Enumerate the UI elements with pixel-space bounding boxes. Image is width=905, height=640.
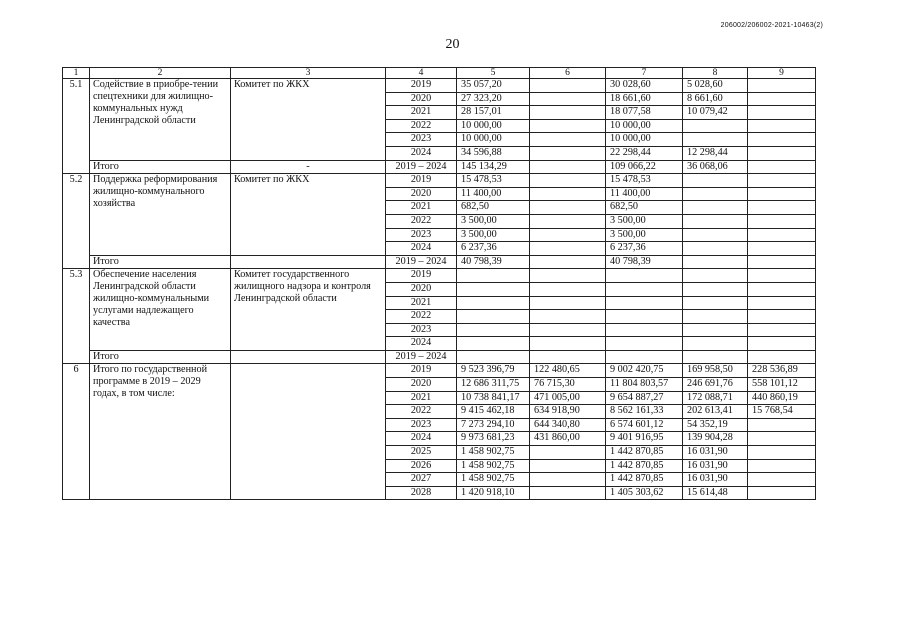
total-period: 2019 – 2024: [386, 350, 457, 364]
total-executor: [231, 255, 386, 269]
regional-amount-cell: 6 574 601,12: [606, 418, 683, 432]
other-amount-cell: [748, 459, 816, 473]
section-name: Обеспечение населения Ленинградской области жилищно-коммунальными услугами надлежащего качества: [90, 269, 231, 351]
regional-amount-cell: [606, 296, 683, 310]
local-amount-cell: 169 958,50: [683, 364, 748, 378]
other-amount-cell: 440 860,19: [748, 391, 816, 405]
other-amount-cell: [748, 323, 816, 337]
total-amount-cell: [457, 310, 530, 324]
regional-amount-cell: 18 077,58: [606, 106, 683, 120]
other-amount-cell: [748, 486, 816, 500]
local-amount-cell: 5 028,60: [683, 79, 748, 93]
other-amount-cell: [748, 201, 816, 215]
regional-amount-cell: 22 298,44: [606, 146, 683, 160]
regional-amount-cell: [606, 337, 683, 351]
regional-amount-cell: 40 798,39: [606, 255, 683, 269]
federal-amount-cell: [530, 255, 606, 269]
column-header-8: 8: [683, 68, 748, 79]
year-cell: 2021: [386, 201, 457, 215]
year-cell: 2026: [386, 459, 457, 473]
table-row: [63, 364, 816, 378]
federal-amount-cell: [530, 160, 606, 174]
other-amount-cell: [748, 242, 816, 256]
local-amount-cell: 54 352,19: [683, 418, 748, 432]
regional-amount-cell: 11 804 803,57: [606, 378, 683, 392]
total-executor: -: [231, 160, 386, 174]
total-amount-cell: 9 415 462,18: [457, 405, 530, 419]
table-row: [63, 174, 816, 188]
year-cell: 2021: [386, 296, 457, 310]
regional-amount-cell: 3 500,00: [606, 228, 683, 242]
regional-amount-cell: 109 066,22: [606, 160, 683, 174]
section-number: 5.2: [63, 174, 90, 269]
year-cell: 2027: [386, 473, 457, 487]
other-amount-cell: [748, 296, 816, 310]
other-amount-cell: [748, 228, 816, 242]
year-cell: 2023: [386, 323, 457, 337]
total-amount-cell: 12 686 311,75: [457, 378, 530, 392]
section-name: Поддержка реформирования жилищно-коммунального хозяйства: [90, 174, 231, 256]
local-amount-cell: [683, 174, 748, 188]
total-amount-cell: 9 523 396,79: [457, 364, 530, 378]
other-amount-cell: 228 536,89: [748, 364, 816, 378]
federal-amount-cell: [530, 459, 606, 473]
total-label: Итого: [90, 255, 231, 269]
column-header-3: 3: [231, 68, 386, 79]
local-amount-cell: 12 298,44: [683, 146, 748, 160]
federal-amount-cell: 634 918,90: [530, 405, 606, 419]
local-amount-cell: [683, 133, 748, 147]
federal-amount-cell: [530, 473, 606, 487]
year-cell: 2022: [386, 310, 457, 324]
local-amount-cell: 16 031,90: [683, 473, 748, 487]
federal-amount-cell: [530, 296, 606, 310]
local-amount-cell: [683, 350, 748, 364]
federal-amount-cell: [530, 486, 606, 500]
local-amount-cell: 16 031,90: [683, 459, 748, 473]
regional-amount-cell: 30 028,60: [606, 79, 683, 93]
column-header-2: 2: [90, 68, 231, 79]
other-amount-cell: [748, 269, 816, 283]
local-amount-cell: [683, 187, 748, 201]
other-amount-cell: [748, 432, 816, 446]
total-amount-cell: [457, 269, 530, 283]
total-amount-cell: 9 973 681,23: [457, 432, 530, 446]
other-amount-cell: [748, 337, 816, 351]
regional-amount-cell: 18 661,60: [606, 92, 683, 106]
year-cell: 2023: [386, 228, 457, 242]
federal-amount-cell: [530, 323, 606, 337]
total-amount-cell: 10 738 841,17: [457, 391, 530, 405]
section-number: 5.3: [63, 269, 90, 364]
federal-amount-cell: 431 860,00: [530, 432, 606, 446]
federal-amount-cell: [530, 106, 606, 120]
total-amount-cell: [457, 323, 530, 337]
total-row: [63, 350, 816, 364]
federal-amount-cell: 644 340,80: [530, 418, 606, 432]
regional-amount-cell: [606, 323, 683, 337]
total-amount-cell: 145 134,29: [457, 160, 530, 174]
total-amount-cell: 1 458 902,75: [457, 459, 530, 473]
federal-amount-cell: [530, 446, 606, 460]
total-amount-cell: 1 458 902,75: [457, 473, 530, 487]
year-cell: 2023: [386, 418, 457, 432]
other-amount-cell: [748, 418, 816, 432]
regional-amount-cell: 9 654 887,27: [606, 391, 683, 405]
other-amount-cell: [748, 446, 816, 460]
section-name: Содействие в приобре-тении спецтехники для жилищно-коммунальных нужд Ленинградской области: [90, 79, 231, 161]
other-amount-cell: [748, 174, 816, 188]
other-amount-cell: [748, 92, 816, 106]
section-number: 6: [63, 364, 90, 500]
local-amount-cell: [683, 282, 748, 296]
section-number: 5.1: [63, 79, 90, 174]
year-cell: 2022: [386, 214, 457, 228]
federal-amount-cell: [530, 242, 606, 256]
total-amount-cell: 40 798,39: [457, 255, 530, 269]
total-amount-cell: 1 458 902,75: [457, 446, 530, 460]
total-amount-cell: [457, 337, 530, 351]
year-cell: 2020: [386, 378, 457, 392]
column-header-9: 9: [748, 68, 816, 79]
total-amount-cell: 3 500,00: [457, 228, 530, 242]
other-amount-cell: [748, 473, 816, 487]
total-amount-cell: 11 400,00: [457, 187, 530, 201]
total-amount-cell: 7 273 294,10: [457, 418, 530, 432]
year-cell: 2024: [386, 337, 457, 351]
regional-amount-cell: [606, 310, 683, 324]
local-amount-cell: 16 031,90: [683, 446, 748, 460]
year-cell: 2023: [386, 133, 457, 147]
local-amount-cell: 246 691,76: [683, 378, 748, 392]
local-amount-cell: [683, 214, 748, 228]
year-cell: 2019: [386, 174, 457, 188]
column-header-1: 1: [63, 68, 90, 79]
section-executor: Комитет по ЖКХ: [231, 174, 386, 256]
regional-amount-cell: 10 000,00: [606, 133, 683, 147]
regional-amount-cell: 1 405 303,62: [606, 486, 683, 500]
local-amount-cell: 202 613,41: [683, 405, 748, 419]
other-amount-cell: 558 101,12: [748, 378, 816, 392]
year-cell: 2019: [386, 364, 457, 378]
total-period: 2019 – 2024: [386, 160, 457, 174]
column-header-4: 4: [386, 68, 457, 79]
federal-amount-cell: [530, 119, 606, 133]
total-executor: [231, 350, 386, 364]
total-amount-cell: 3 500,00: [457, 214, 530, 228]
total-amount-cell: 28 157,01: [457, 106, 530, 120]
regional-amount-cell: 682,50: [606, 201, 683, 215]
local-amount-cell: [683, 310, 748, 324]
column-header-5: 5: [457, 68, 530, 79]
year-cell: 2024: [386, 432, 457, 446]
federal-amount-cell: [530, 146, 606, 160]
federal-amount-cell: [530, 337, 606, 351]
total-amount-cell: [457, 350, 530, 364]
regional-amount-cell: 3 500,00: [606, 214, 683, 228]
total-amount-cell: 15 478,53: [457, 174, 530, 188]
regional-amount-cell: 9 002 420,75: [606, 364, 683, 378]
other-amount-cell: [748, 79, 816, 93]
local-amount-cell: [683, 296, 748, 310]
federal-amount-cell: [530, 282, 606, 296]
total-row: [63, 255, 816, 269]
federal-amount-cell: [530, 350, 606, 364]
total-row: [63, 160, 816, 174]
federal-amount-cell: [530, 214, 606, 228]
year-cell: 2021: [386, 391, 457, 405]
total-amount-cell: 34 596,88: [457, 146, 530, 160]
regional-amount-cell: 6 237,36: [606, 242, 683, 256]
year-cell: 2019: [386, 79, 457, 93]
total-amount-cell: 10 000,00: [457, 119, 530, 133]
budget-table: [62, 67, 816, 500]
regional-amount-cell: 10 000,00: [606, 119, 683, 133]
regional-amount-cell: [606, 282, 683, 296]
year-cell: 2025: [386, 446, 457, 460]
regional-amount-cell: 8 562 161,33: [606, 405, 683, 419]
total-period: 2019 – 2024: [386, 255, 457, 269]
other-amount-cell: [748, 106, 816, 120]
regional-amount-cell: 1 442 870,85: [606, 459, 683, 473]
local-amount-cell: 8 661,60: [683, 92, 748, 106]
total-amount-cell: 27 323,20: [457, 92, 530, 106]
other-amount-cell: [748, 282, 816, 296]
local-amount-cell: [683, 228, 748, 242]
total-amount-cell: 6 237,36: [457, 242, 530, 256]
federal-amount-cell: 122 480,65: [530, 364, 606, 378]
local-amount-cell: 172 088,71: [683, 391, 748, 405]
total-amount-cell: 1 420 918,10: [457, 486, 530, 500]
column-header-7: 7: [606, 68, 683, 79]
local-amount-cell: 10 079,42: [683, 106, 748, 120]
other-amount-cell: [748, 310, 816, 324]
other-amount-cell: [748, 119, 816, 133]
federal-amount-cell: [530, 269, 606, 283]
local-amount-cell: [683, 201, 748, 215]
header-row: [63, 68, 816, 79]
other-amount-cell: [748, 187, 816, 201]
regional-amount-cell: [606, 269, 683, 283]
column-header-6: 6: [530, 68, 606, 79]
document-id: 206002/206002-2021-10463(2): [720, 22, 823, 29]
other-amount-cell: [748, 133, 816, 147]
local-amount-cell: 36 068,06: [683, 160, 748, 174]
local-amount-cell: [683, 242, 748, 256]
federal-amount-cell: [530, 79, 606, 93]
other-amount-cell: [748, 255, 816, 269]
table-row: [63, 79, 816, 93]
year-cell: 2024: [386, 146, 457, 160]
federal-amount-cell: [530, 133, 606, 147]
year-cell: 2022: [386, 119, 457, 133]
federal-amount-cell: [530, 201, 606, 215]
total-amount-cell: [457, 296, 530, 310]
year-cell: 2021: [386, 106, 457, 120]
other-amount-cell: 15 768,54: [748, 405, 816, 419]
year-cell: 2020: [386, 187, 457, 201]
total-amount-cell: 35 057,20: [457, 79, 530, 93]
federal-amount-cell: 76 715,30: [530, 378, 606, 392]
other-amount-cell: [748, 146, 816, 160]
year-cell: 2024: [386, 242, 457, 256]
other-amount-cell: [748, 350, 816, 364]
total-amount-cell: 10 000,00: [457, 133, 530, 147]
local-amount-cell: [683, 323, 748, 337]
local-amount-cell: [683, 119, 748, 133]
year-cell: 2020: [386, 282, 457, 296]
total-amount-cell: [457, 282, 530, 296]
federal-amount-cell: [530, 92, 606, 106]
year-cell: 2020: [386, 92, 457, 106]
local-amount-cell: 139 904,28: [683, 432, 748, 446]
total-amount-cell: 682,50: [457, 201, 530, 215]
federal-amount-cell: [530, 187, 606, 201]
year-cell: 2019: [386, 269, 457, 283]
table-row: [63, 269, 816, 283]
year-cell: 2028: [386, 486, 457, 500]
regional-amount-cell: 1 442 870,85: [606, 473, 683, 487]
year-cell: 2022: [386, 405, 457, 419]
other-amount-cell: [748, 214, 816, 228]
page-number: 20: [445, 37, 460, 52]
federal-amount-cell: [530, 228, 606, 242]
section-executor: Комитет государственного жилищного надзора и контроля Ленинградской области: [231, 269, 386, 351]
local-amount-cell: [683, 255, 748, 269]
federal-amount-cell: [530, 310, 606, 324]
regional-amount-cell: 1 442 870,85: [606, 446, 683, 460]
other-amount-cell: [748, 160, 816, 174]
regional-amount-cell: 15 478,53: [606, 174, 683, 188]
section-executor: Комитет по ЖКХ: [231, 79, 386, 161]
total-label: Итого: [90, 160, 231, 174]
regional-amount-cell: [606, 350, 683, 364]
local-amount-cell: [683, 337, 748, 351]
local-amount-cell: 15 614,48: [683, 486, 748, 500]
regional-amount-cell: 9 401 916,95: [606, 432, 683, 446]
total-label: Итого: [90, 350, 231, 364]
federal-amount-cell: [530, 174, 606, 188]
regional-amount-cell: 11 400,00: [606, 187, 683, 201]
section-name: Итого по государственной программе в 2019 – 2029 годах, в том числе:: [90, 364, 231, 500]
section-executor: [231, 364, 386, 500]
federal-amount-cell: 471 005,00: [530, 391, 606, 405]
local-amount-cell: [683, 269, 748, 283]
